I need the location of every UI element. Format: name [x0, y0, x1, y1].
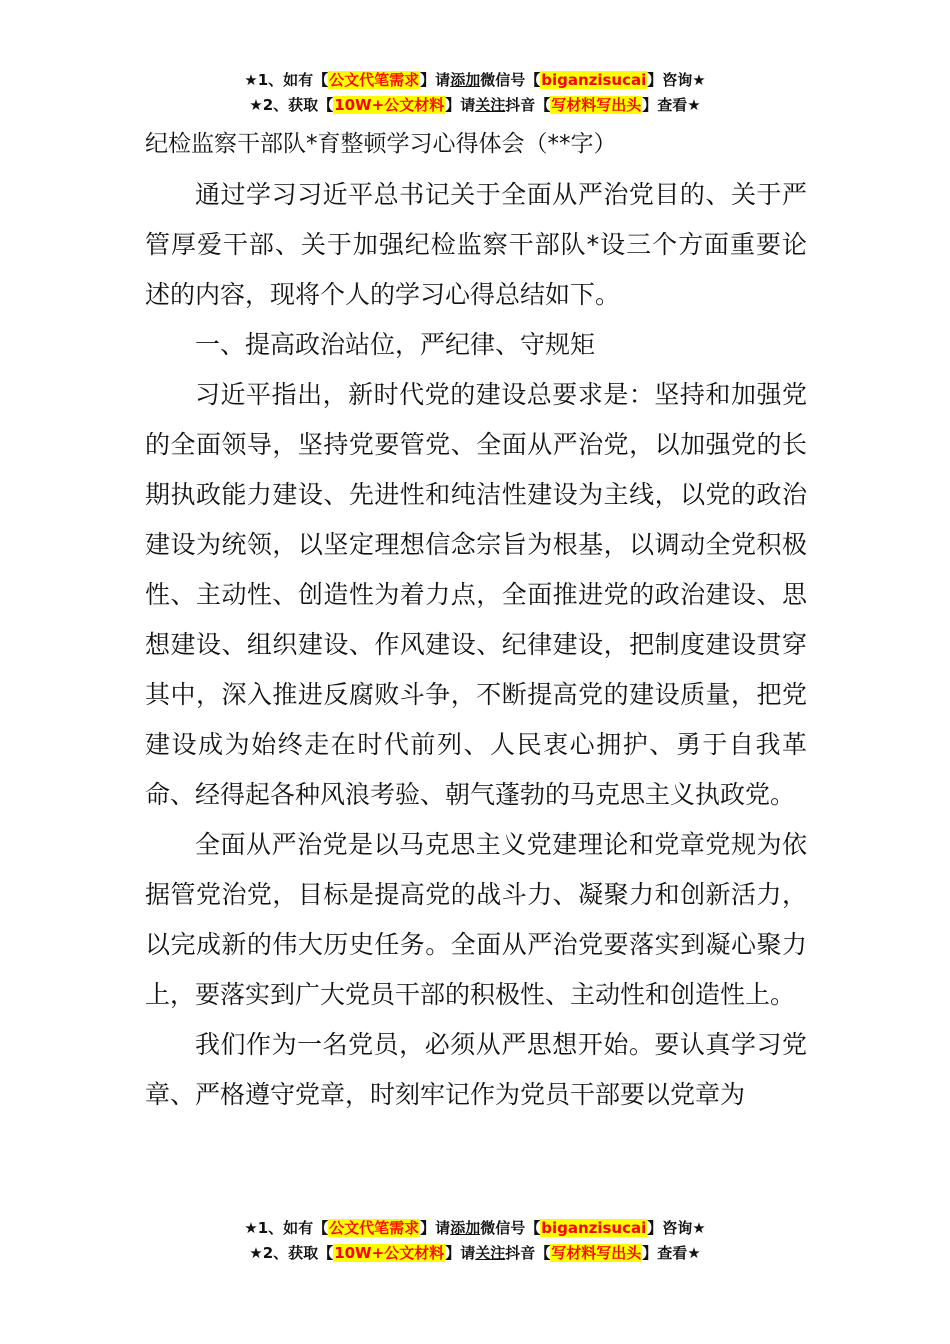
banner-text-underlined: 关注 [475, 1244, 506, 1262]
document-body [145, 170, 807, 1120]
paragraph: 全面从严治党是以马克思主义党建理论和党章党规为依据管党治党，目标是提高党的战斗力、凝聚力和创新活力，以完成新的伟大历史任务。全面从严治党要落实到凝心聚力上，要落实到广大党员干部的积极性、主动性和创造性上。 [145, 830, 807, 1009]
banner-highlight-douyin: 写材料写出头 [551, 96, 642, 114]
banner-text: ★1、如有【 [244, 1219, 329, 1237]
banner-text: 】查看★ [642, 96, 701, 114]
banner-highlight-service: 公文代笔需求 [329, 71, 420, 89]
banner-text: ★2、获取【 [249, 1244, 334, 1262]
banner-text: 】咨询★ [647, 1219, 706, 1237]
banner-text: 微信号【 [480, 1219, 541, 1237]
banner-text: 】请 [445, 1244, 476, 1262]
banner-line-1 [0, 68, 950, 93]
banner-text: 】查看★ [642, 1244, 701, 1262]
banner-text: 微信号【 [480, 71, 541, 89]
section-heading: 一、提高政治站位，严纪律、守规矩 [195, 330, 596, 359]
banner-line-2 [0, 1241, 950, 1266]
banner-highlight-wechat: biganzisucai [541, 71, 647, 89]
banner-text: 抖音【 [505, 96, 551, 114]
banner-highlight-douyin: 写材料写出头 [551, 1244, 642, 1262]
banner-text: 抖音【 [505, 1244, 551, 1262]
banner-highlight-service: 公文代笔需求 [329, 1219, 420, 1237]
banner-text: ★2、获取【 [249, 96, 334, 114]
paragraph-intro: 通过学习习近平总书记关于全面从严治党目的、关于严管厚爱干部、关于加强纪检监察干部队*设三个方面重要论述的内容，现将个人的学习心得总结如下。 [145, 180, 807, 309]
banner-text: 】咨询★ [647, 71, 706, 89]
banner-text: 】请 [445, 96, 476, 114]
paragraph: 习近平指出，新时代党的建设总要求是：坚持和加强党的全面领导，坚持党要管党、全面从严治党，以加强党的长期执政能力建设、先进性和纯洁性建设为主线，以党的政治建设为统领，以坚定理想信念宗旨为根基，以调动全党积极性、主动性、创造性为着力点，全面推进党的政治建设、思想建设、组织建设、作风建设、纪律建设，把制度建设贯穿其中，深入推进反腐败斗争，不断提高党的建设质量，把党建设成为始终走在时代前列、人民衷心拥护、勇于自我革命、经得起各种风浪考验、朝气蓬勃的马克思主义执政党。 [145, 380, 807, 809]
banner-text-underlined: 添加 [450, 71, 481, 89]
banner-text: ★1、如有【 [244, 71, 329, 89]
header-banner [0, 68, 950, 118]
banner-highlight-wechat: biganzisucai [541, 1219, 647, 1237]
banner-line-1 [0, 1216, 950, 1241]
banner-line-2 [0, 93, 950, 118]
banner-text: 】请 [420, 1219, 451, 1237]
banner-highlight-materials: 10W+公文材料 [334, 96, 445, 114]
banner-text-underlined: 添加 [450, 1219, 481, 1237]
banner-highlight-materials: 10W+公文材料 [334, 1244, 445, 1262]
banner-text: 】请 [420, 71, 451, 89]
footer-banner [0, 1216, 950, 1266]
document-title: 纪检监察干部队*育整顿学习心得体会（**字） [145, 131, 617, 157]
paragraph: 我们作为一名党员，必须从严思想开始。要认真学习党章、严格遵守党章，时刻牢记作为党员干部要以党章为 [145, 1030, 807, 1109]
banner-text-underlined: 关注 [475, 96, 506, 114]
